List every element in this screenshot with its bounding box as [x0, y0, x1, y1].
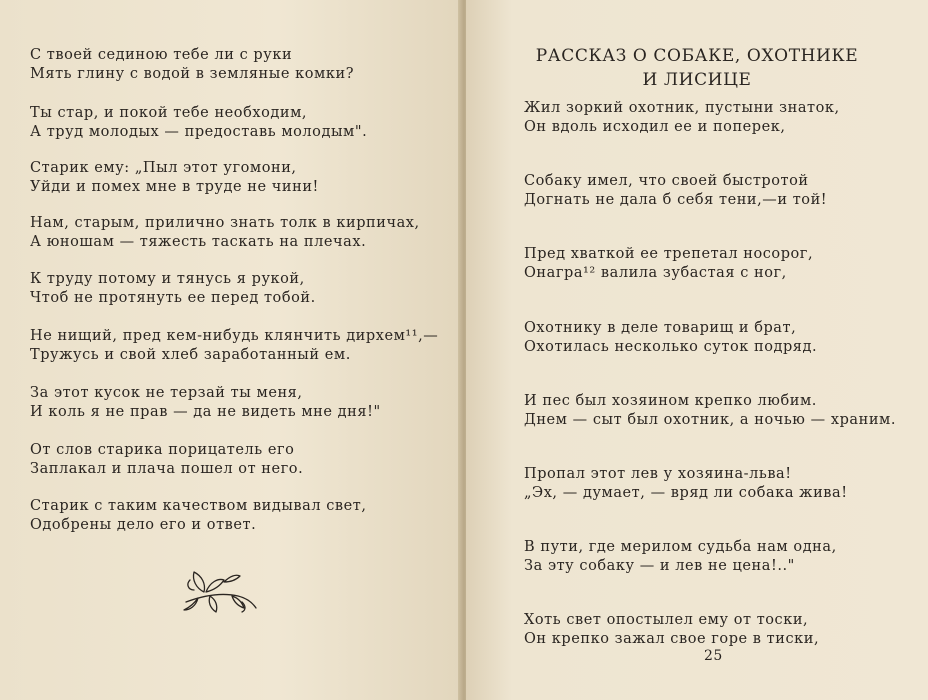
verse-line: Догнать не дала б себя тени,—и той!: [524, 192, 828, 208]
stanza: [30, 497, 367, 535]
title-line: РАССКАЗ О СОБАКЕ, ОХОТНИКЕ: [535, 46, 859, 66]
page-number: 25: [704, 648, 723, 664]
verse-line: И коль я не прав — да не видеть мне дня!": [30, 404, 381, 420]
verse-line: Не нищий, пред кем-нибудь клянчить дирхем¹¹,—: [30, 328, 439, 344]
verse-line: Пропал этот лев у хозяина-льва!: [524, 466, 792, 482]
verse-line: Онагра¹² валила зубастая с ног,: [524, 265, 787, 281]
verse-line: И пес был хозяином крепко любим.: [524, 393, 817, 409]
stanza: [30, 327, 438, 365]
stanza: [524, 245, 813, 283]
verse-line: Охотнику в деле товарищ и брат,: [524, 320, 797, 336]
verse-line: Собаку имел, что своей быстротой: [524, 173, 809, 189]
verse-line: Охотилась несколько суток подряд.: [524, 339, 818, 355]
verse-line: Старик ему: „Пыл этот угомони,: [30, 160, 297, 176]
stanza: [30, 214, 420, 252]
verse-line: Одобрены дело его и ответ.: [30, 517, 257, 533]
verse-line: Днем — сыт был охотник, а ночью — храним.: [524, 412, 897, 428]
verse-line: За эту собаку — и лев не цена!..": [524, 558, 795, 574]
stanza: [524, 172, 827, 210]
stanza: [30, 441, 303, 479]
stanza: [524, 392, 896, 430]
stanza: [524, 611, 819, 649]
verse-line: Он крепко зажал свое горе в тиски,: [524, 631, 820, 647]
stanza: [524, 99, 840, 137]
verse-line: Чтоб не протянуть ее перед тобой.: [30, 290, 316, 306]
verse-line: Хоть свет опостылел ему от тоски,: [524, 612, 809, 628]
verse-line: А труд молодых — предоставь молодым".: [30, 124, 368, 140]
verse-line: Мять глину с водой в земляные комки?: [30, 66, 355, 82]
stanza: [30, 104, 367, 142]
verse-line: Ты стар, и покой тебе необходим,: [30, 105, 308, 121]
verse-line: А юношам — тяжесть таскать на плечах.: [30, 234, 367, 250]
verse-line: От слов старика порицатель его: [30, 442, 295, 458]
verse-line: Нам, старым, прилично знать толк в кирпичах,: [30, 215, 420, 231]
stanza: [30, 384, 381, 422]
verse-line: Он вдоль исходил ее и поперек,: [524, 119, 786, 135]
verse-line: С твоей сединою тебе ли с руки: [30, 47, 293, 63]
verse-line: Заплакал и плача пошел от него.: [30, 461, 304, 477]
verse-line: К труду потому и тянусь я рукой,: [30, 271, 305, 287]
stanza: [524, 319, 817, 357]
stanza: [524, 538, 837, 576]
floral-ornament-icon: [180, 562, 260, 614]
verse-line: Тружусь и свой хлеб заработанный ем.: [30, 347, 351, 363]
verse-line: „Эх, — думает, — вряд ли собака жива!: [524, 485, 848, 501]
right-page: [466, 0, 928, 700]
verse-line: Уйди и помех мне в труде не чини!: [30, 179, 319, 195]
verse-line: Старик с таким качеством видывал свет,: [30, 498, 367, 514]
stanza: [30, 270, 316, 308]
verse-line: Жил зоркий охотник, пустыни знаток,: [524, 100, 840, 116]
stanza: [30, 46, 354, 84]
poem-title: [466, 44, 928, 92]
verse-line: За этот кусок не терзай ты меня,: [30, 385, 303, 401]
stanza: [30, 159, 319, 197]
verse-line: Пред хваткой ее трепетал носорог,: [524, 246, 814, 262]
verse-line: В пути, где мерилом судьба нам одна,: [524, 539, 837, 555]
title-line: И ЛИСИЦЕ: [642, 70, 752, 90]
stanza: [524, 465, 848, 503]
left-page: [0, 0, 462, 700]
